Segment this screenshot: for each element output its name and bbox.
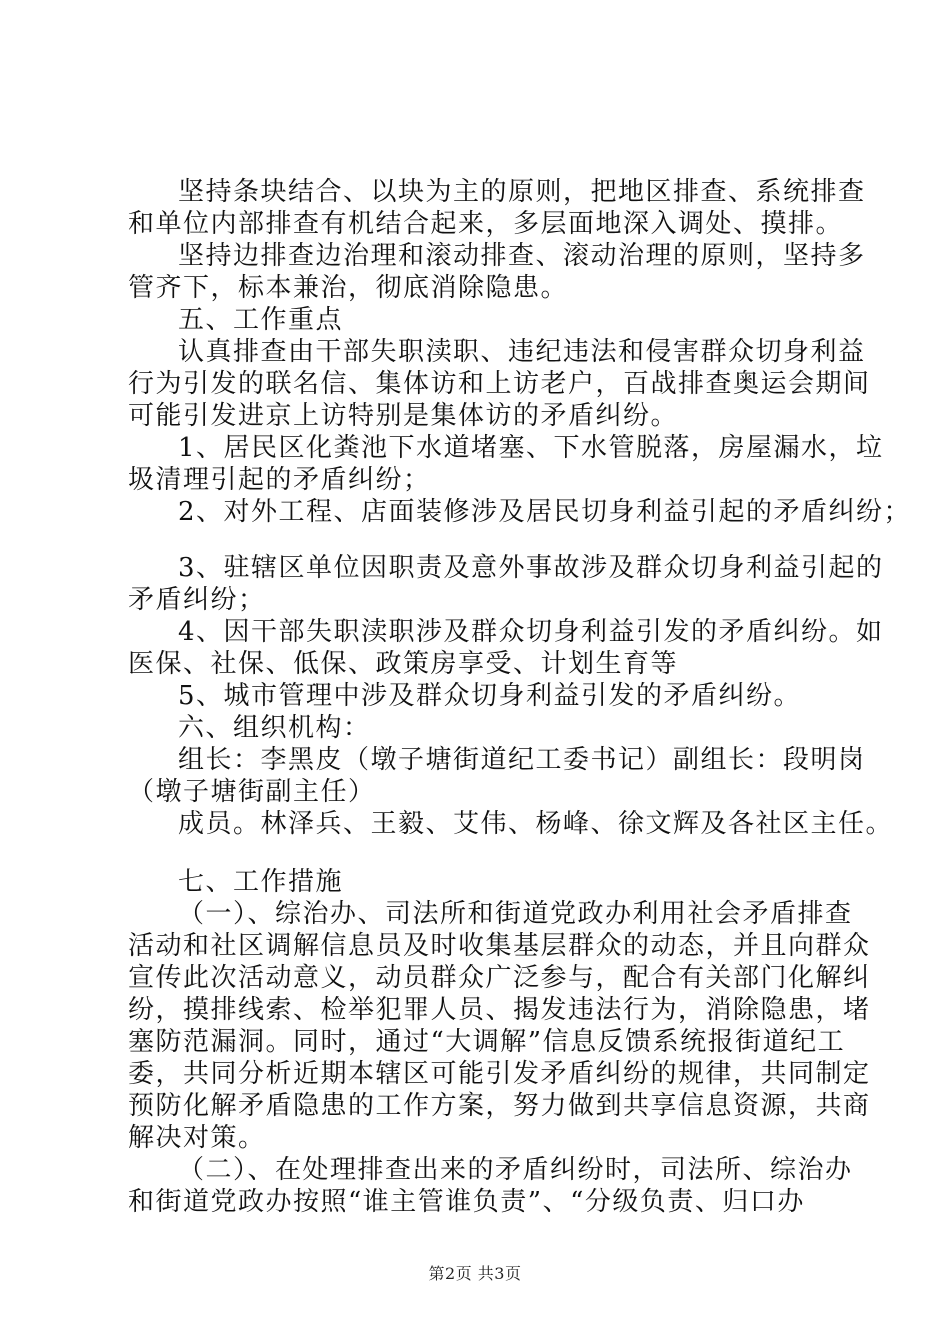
- text-line: 纷，摸排线索、检举犯罪人员、揭发违法行为，消除隐患，堵: [128, 995, 871, 1025]
- text-line: 和单位内部排查有机结合起来，多层面地深入调处、摸排。: [128, 209, 844, 239]
- text-line: 宣传此次活动意义，动员群众广泛参与，配合有关部门化解纠: [128, 963, 871, 993]
- section-heading: 七、工作措施: [178, 867, 344, 897]
- text-line: 委，共同分析近期本辖区可能引发矛盾纠纷的规律，共同制定: [128, 1059, 871, 1089]
- text-line: 活动和社区调解信息员及时收集基层群众的动态，并且向群众: [128, 931, 871, 961]
- text-line: 和街道党政办按照“谁主管谁负责”、“分级负责、归口办: [128, 1187, 805, 1217]
- text-line: （墩子塘街副主任）: [128, 777, 376, 807]
- page-number-footer: 第2页 共3页: [428, 1264, 522, 1283]
- text-line: 可能引发进京上访特别是集体访的矛盾纠纷。: [128, 401, 679, 431]
- text-line: 行为引发的联名信、集体访和上访老户，百战排查奥运会期间: [128, 369, 871, 399]
- text-line: 成员。林泽兵、王毅、艾伟、杨峰、徐文辉及各社区主任。: [178, 809, 894, 839]
- text-line: 3、驻辖区单位因职责及意外事故涉及群众切身利益引起的: [178, 553, 884, 583]
- text-line: 塞防范漏洞。同时，通过“大调解”信息反馈系统报街道纪工: [128, 1027, 846, 1057]
- text-line: 管齐下，标本兼治，彻底消除隐患。: [128, 273, 569, 303]
- text-line: （一）、综治办、司法所和街道党政办利用社会矛盾排查: [178, 899, 853, 929]
- text-line: 矛盾纠纷；: [128, 585, 266, 615]
- text-line: 医保、社保、低保、政策房享受、计划生育等: [128, 649, 679, 679]
- section-heading: 六、组织机构：: [178, 713, 371, 743]
- text-line: 2、对外工程、店面装修涉及居民切身利益引起的矛盾纠纷；: [178, 497, 912, 527]
- text-line: 5、城市管理中涉及群众切身利益引发的矛盾纠纷。: [178, 681, 802, 711]
- text-line: 4、因干部失职渎职涉及群众切身利益引发的矛盾纠纷。如: [178, 617, 884, 647]
- text-line: 圾清理引起的矛盾纠纷；: [128, 465, 431, 495]
- text-line: （二）、在处理排查出来的矛盾纠纷时，司法所、综治办: [178, 1155, 853, 1185]
- text-line: 1、居民区化粪池下水道堵塞、下水管脱落，房屋漏水，垃: [178, 433, 884, 463]
- text-line: 认真排查由干部失职渎职、违纪违法和侵害群众切身利益: [178, 337, 866, 367]
- text-line: 坚持边排查边治理和滚动排查、滚动治理的原则，坚持多: [178, 241, 866, 271]
- text-line: 组长：李黑皮（墩子塘街道纪工委书记）副组长：段明岗: [178, 745, 866, 775]
- text-line: 坚持条块结合、以块为主的原则，把地区排查、系统排查: [178, 177, 866, 207]
- section-heading: 五、工作重点: [178, 305, 344, 335]
- text-line: 解决对策。: [128, 1123, 266, 1153]
- text-line: 预防化解矛盾隐患的工作方案，努力做到共享信息资源，共商: [128, 1091, 871, 1121]
